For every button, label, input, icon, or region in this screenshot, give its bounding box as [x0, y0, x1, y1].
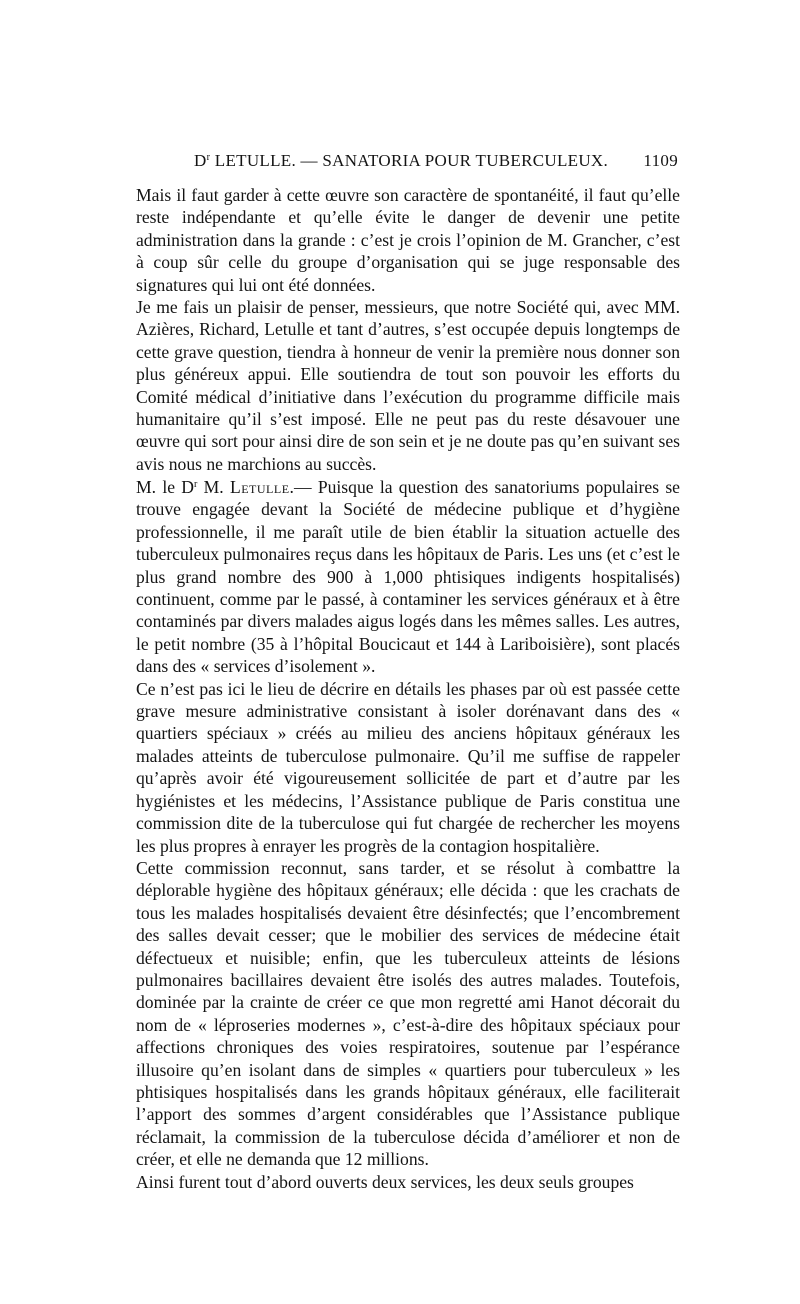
- speaker-paragraph: M. le $D^r$ M. Letulle.— Puisque la question des sanatoriums populaires se trouve engagée devant la Société de médecine publique et d’hygiène professionnelle, il me paraît utile de bien établir la situation actuelle des tuberculeux pulmonaires reçus dans les hôpitaux de Paris. Les uns (et c’est le plus grand nombre des 900 à 1,000 phtisiques indigents hospitalisés) continuent, comme par le passé, à contaminer les services généraux et à être contaminés par divers malades aigus logés dans les mêmes salles. Les autres, le petit nombre (35 à l’hôpital Boucicaut et 144 à Lariboisière), sont placés dans des « services d’isolement ».: [136, 477, 680, 677]
- page-number: 1109: [643, 151, 678, 170]
- paragraph: Ce n’est pas ici le lieu de décrire en détails les phases par où est passée cette grave mesure administrative consistant à isoler dorénavant dans des « quartiers spéciaux » créés au milieu des anciens hôpitaux généraux les malades atteints de tuberculose pulmonaire. Qu’il me suffise de rappeler qu’après avoir été vigoureusement sollicitée de part et d’autre par les hygiénistes et les médecins, l’Assistance publique de Paris constitua une commission dite de la tuberculose qui fut chargée de rechercher les moyens les plus propres à enrayer les progrès de la contagion hospitalière.: [136, 678, 680, 856]
- body-text-top: [136, 184, 680, 475]
- running-title: $D^r$ LETULLE. — SANATORIA POUR TUBERCULEUX.: [194, 151, 609, 170]
- paragraph: Ainsi furent tout d’abord ouverts deux services, les deux seuls groupes: [136, 1171, 634, 1192]
- paragraph: Cette commission reconnut, sans tarder, et se résolut à combattre la déplorable hygiène des hôpitaux généraux; elle décida : que les crachats de tous les malades hospitalisés devaient être désinfectés; que l’encombrement des salles devait cesser; que le mobilier des services de médecine était défectueux et nuisible; enfin, que les tuberculeux atteints de lésions pulmonaires bacillaires devaient être isolés des autres malades. Toutefois, dominée par la crainte de créer ce que mon regretté ami Hanot décorait du nom de « léproseries modernes », c’est-à-dire des hôpitaux spéciaux pour affections chroniques des voies respiratoires, soutenue par l’espérance illusoire qu’en isolant dans de simples « quartiers pour tuberculeux » les phtisiques hospitalisés dans les grands hôpitaux généraux, elle faciliterait l’apport des sommes d’argent considérables que l’Assistance publique réclamait, la commission de la tuberculose décida d’améliorer et non de créer, et elle ne demanda que 12 millions.: [136, 857, 680, 1170]
- speaker-label: M. le $D^r$ M. Letulle.—: [136, 477, 318, 497]
- running-head: [136, 151, 680, 175]
- body-text-bottom: [136, 476, 680, 1193]
- paragraph: Mais il faut garder à cette œuvre son caractère de spontanéité, il faut qu’elle reste indépendante et qu’elle évite le danger de devenir une petite administration dans la grande : c’est je crois l’opinion de M. Grancher, c’est à coup sûr celle du groupe d’organisation qui se juge responsable des signatures qui lui ont été données.: [136, 185, 680, 295]
- paragraph: Je me fais un plaisir de penser, messieurs, que notre Société qui, avec MM. Azières, Richard, Letulle et tant d’autres, s’est occupée depuis longtemps de cette grave question, tiendra à honneur de venir la première nous donner son plus généreux appui. Elle soutiendra de tout son pouvoir les efforts du Comité médical d’initiative dans l’exécution du programme difficile mais humanitaire qu’il s’est imposé. Elle ne peut pas du reste désavouer une œuvre qui sort pour ainsi dire de son sein et je ne doute pas qu’en suivant ses avis nous ne marchions au succès.: [136, 297, 680, 474]
